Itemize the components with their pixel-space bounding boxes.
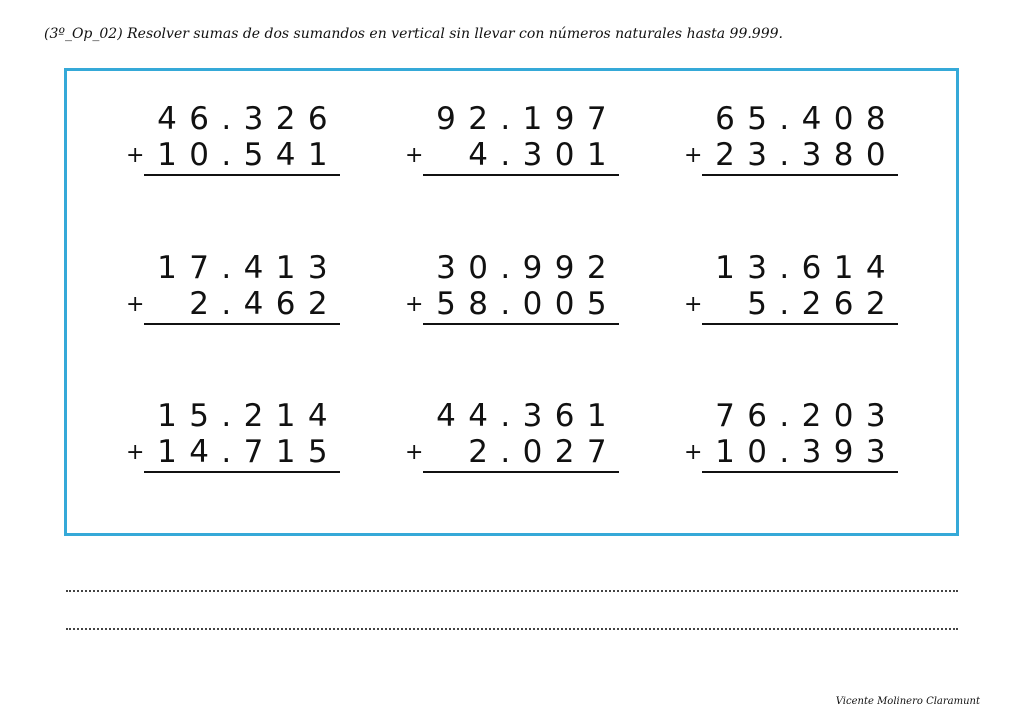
answer-line bbox=[66, 628, 958, 630]
plus-sign: + bbox=[684, 292, 703, 317]
plus-sign: + bbox=[405, 440, 424, 465]
sum-line bbox=[423, 174, 619, 176]
sum-line bbox=[144, 471, 340, 473]
sum-line bbox=[702, 471, 898, 473]
addend-bottom: 23.380 bbox=[715, 137, 898, 173]
sum-line bbox=[144, 174, 340, 176]
addend-bottom: 4.301 bbox=[468, 137, 619, 173]
plus-sign: + bbox=[684, 143, 703, 168]
addend-top: 65.408 bbox=[715, 101, 898, 137]
exercise-frame bbox=[64, 68, 959, 536]
addition-problem bbox=[126, 101, 340, 192]
addend-top: 92.197 bbox=[436, 101, 619, 137]
addend-bottom: 10.393 bbox=[715, 434, 898, 470]
plus-sign: + bbox=[126, 143, 145, 168]
plus-sign: + bbox=[126, 292, 145, 317]
addition-problem bbox=[405, 398, 619, 489]
sum-line bbox=[144, 323, 340, 325]
addend-top: 13.614 bbox=[715, 250, 898, 286]
addition-problem bbox=[684, 101, 898, 192]
addend-top: 76.203 bbox=[715, 398, 898, 434]
addend-bottom: 58.005 bbox=[436, 286, 619, 322]
worksheet-title: (3º_Op_02) Resolver sumas de dos sumandos en vertical sin llevar con números naturales hasta 99.999. bbox=[44, 26, 783, 42]
addend-bottom: 14.715 bbox=[157, 434, 340, 470]
sum-line bbox=[423, 471, 619, 473]
answer-line bbox=[66, 590, 958, 592]
addend-bottom: 10.541 bbox=[157, 137, 340, 173]
addend-top: 46.326 bbox=[157, 101, 340, 137]
addition-problem bbox=[126, 250, 340, 341]
addend-top: 17.413 bbox=[157, 250, 340, 286]
addend-bottom: 2.027 bbox=[468, 434, 619, 470]
author-signature: Vicente Molinero Claramunt bbox=[835, 696, 980, 707]
sum-line bbox=[702, 174, 898, 176]
plus-sign: + bbox=[405, 292, 424, 317]
addition-problem bbox=[126, 398, 340, 489]
addition-problem bbox=[684, 398, 898, 489]
plus-sign: + bbox=[405, 143, 424, 168]
addition-problem bbox=[405, 101, 619, 192]
sum-line bbox=[423, 323, 619, 325]
sum-line bbox=[702, 323, 898, 325]
addend-top: 15.214 bbox=[157, 398, 340, 434]
addend-top: 30.992 bbox=[436, 250, 619, 286]
addition-problem bbox=[684, 250, 898, 341]
addition-problem bbox=[405, 250, 619, 341]
plus-sign: + bbox=[126, 440, 145, 465]
addend-top: 44.361 bbox=[436, 398, 619, 434]
addend-bottom: 2.462 bbox=[189, 286, 340, 322]
addend-bottom: 5.262 bbox=[747, 286, 898, 322]
plus-sign: + bbox=[684, 440, 703, 465]
